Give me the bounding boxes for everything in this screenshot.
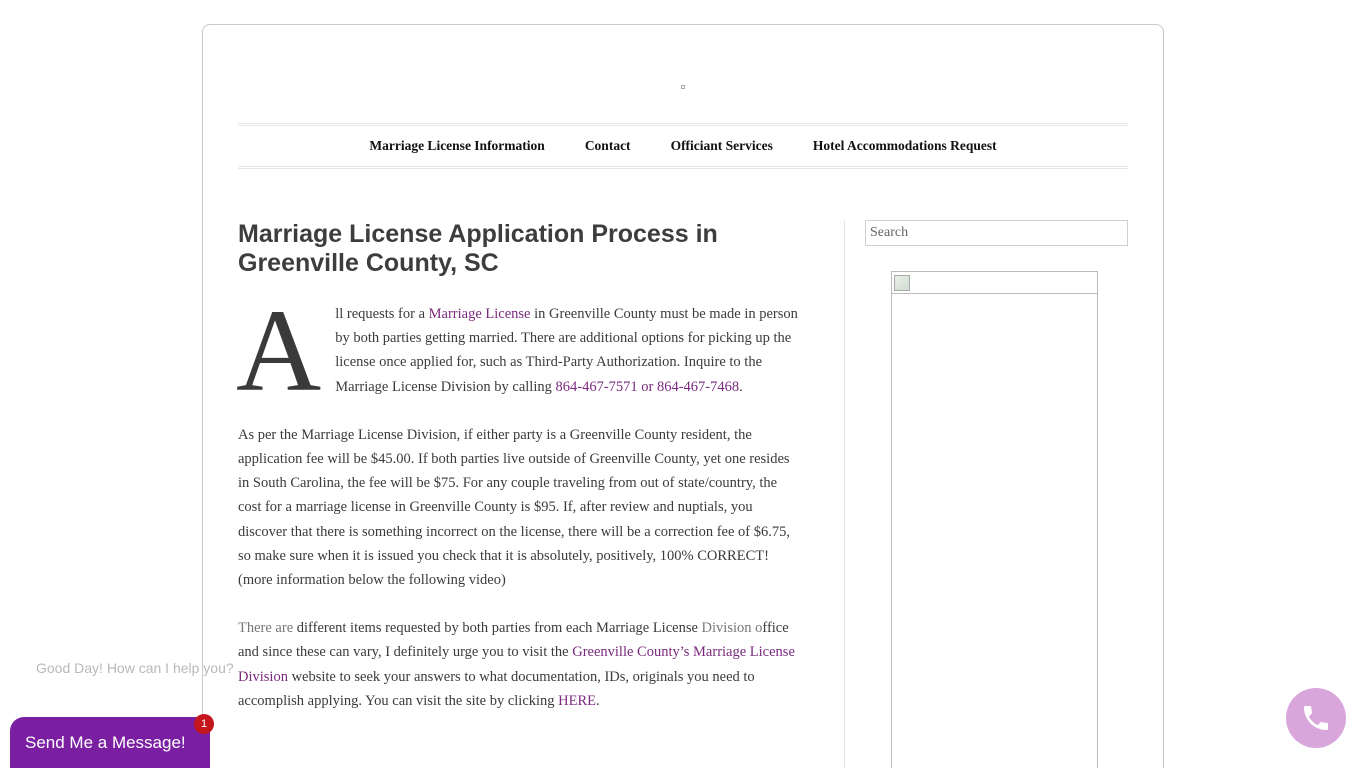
phone-numbers-link[interactable]: 864-467-7571 or 864-467-7468 xyxy=(555,378,740,395)
article-paragraph-2: As per the Marriage License Division, if either party is a Greenville County resident, the application fee will be $45.00. If both parties live outside of Greenville County, yet one resides in South Carolina, the fee will be $75. For any couple traveling from out of state/country, the cost for a marriage license in Greenville County is $95. If, after review and nuptials, you discover that there is something incorrect on the license, there will be a correction fee of $6.75, so make sure when it is issued you check that it is absolutely, positively, 100% CORRECT! (more information below the following video) xyxy=(238,426,791,589)
sidebar-ad[interactable] xyxy=(891,271,1098,768)
search-input[interactable] xyxy=(865,220,1128,246)
drop-cap: A xyxy=(236,285,322,416)
p3-text-3: . xyxy=(596,692,600,709)
p1-text-1: ll requests for a xyxy=(335,306,429,322)
ad-image-placeholder xyxy=(892,272,1098,294)
chat-greeting: Good Day! How can I help you? xyxy=(36,660,234,676)
p1-text-2: in Greenville County must be made in person by both parties getting married. There are additional options for picking up the license once applied for, such as Third-Party Authorization. Inquire to the Marriage License Division by calling xyxy=(335,306,798,395)
nav-marriage-license-information[interactable]: Marriage License Information xyxy=(369,138,545,153)
page-container xyxy=(202,24,1164,768)
p3-text-2: website to seek your answers to what documentation, IDs, originals you need to accomplish applying. You can visit the site by clicking xyxy=(238,668,755,709)
p3-text-1: different items requested by both parties from each Marriage License xyxy=(293,620,702,637)
phone-icon xyxy=(1300,702,1332,734)
article xyxy=(238,220,798,713)
site-logo[interactable] xyxy=(681,85,685,89)
greenville-division-link[interactable]: Greenville County’s Marriage License Division xyxy=(238,644,795,685)
p3-text-0: There are xyxy=(238,620,294,637)
article-paragraph-1 xyxy=(236,285,798,416)
marriage-license-link[interactable]: Marriage License xyxy=(428,306,531,322)
nav-hotel-accommodations-request[interactable]: Hotel Accommodations Request xyxy=(812,138,997,153)
p3-text-1c: ffice and since these can vary, I definitely urge you to visit the xyxy=(238,620,789,661)
send-message-label: Send Me a Message! xyxy=(25,732,186,752)
article-title: Marriage License Application Process in Greenville County, SC xyxy=(238,220,718,277)
main-nav xyxy=(238,123,1128,169)
nav-contact[interactable]: Contact xyxy=(584,138,631,153)
broken-image-icon xyxy=(894,275,910,291)
here-link[interactable]: HERE xyxy=(558,692,597,709)
send-message-button[interactable] xyxy=(10,717,210,768)
notification-badge: 1 xyxy=(194,714,214,734)
call-button[interactable] xyxy=(1286,688,1346,748)
nav-officiant-services[interactable]: Officiant Services xyxy=(670,138,773,153)
sidebar-divider xyxy=(844,220,845,768)
article-paragraph-3 xyxy=(238,616,798,713)
p1-text-3: . xyxy=(739,378,743,395)
p3-text-1b: Division o xyxy=(701,620,763,637)
